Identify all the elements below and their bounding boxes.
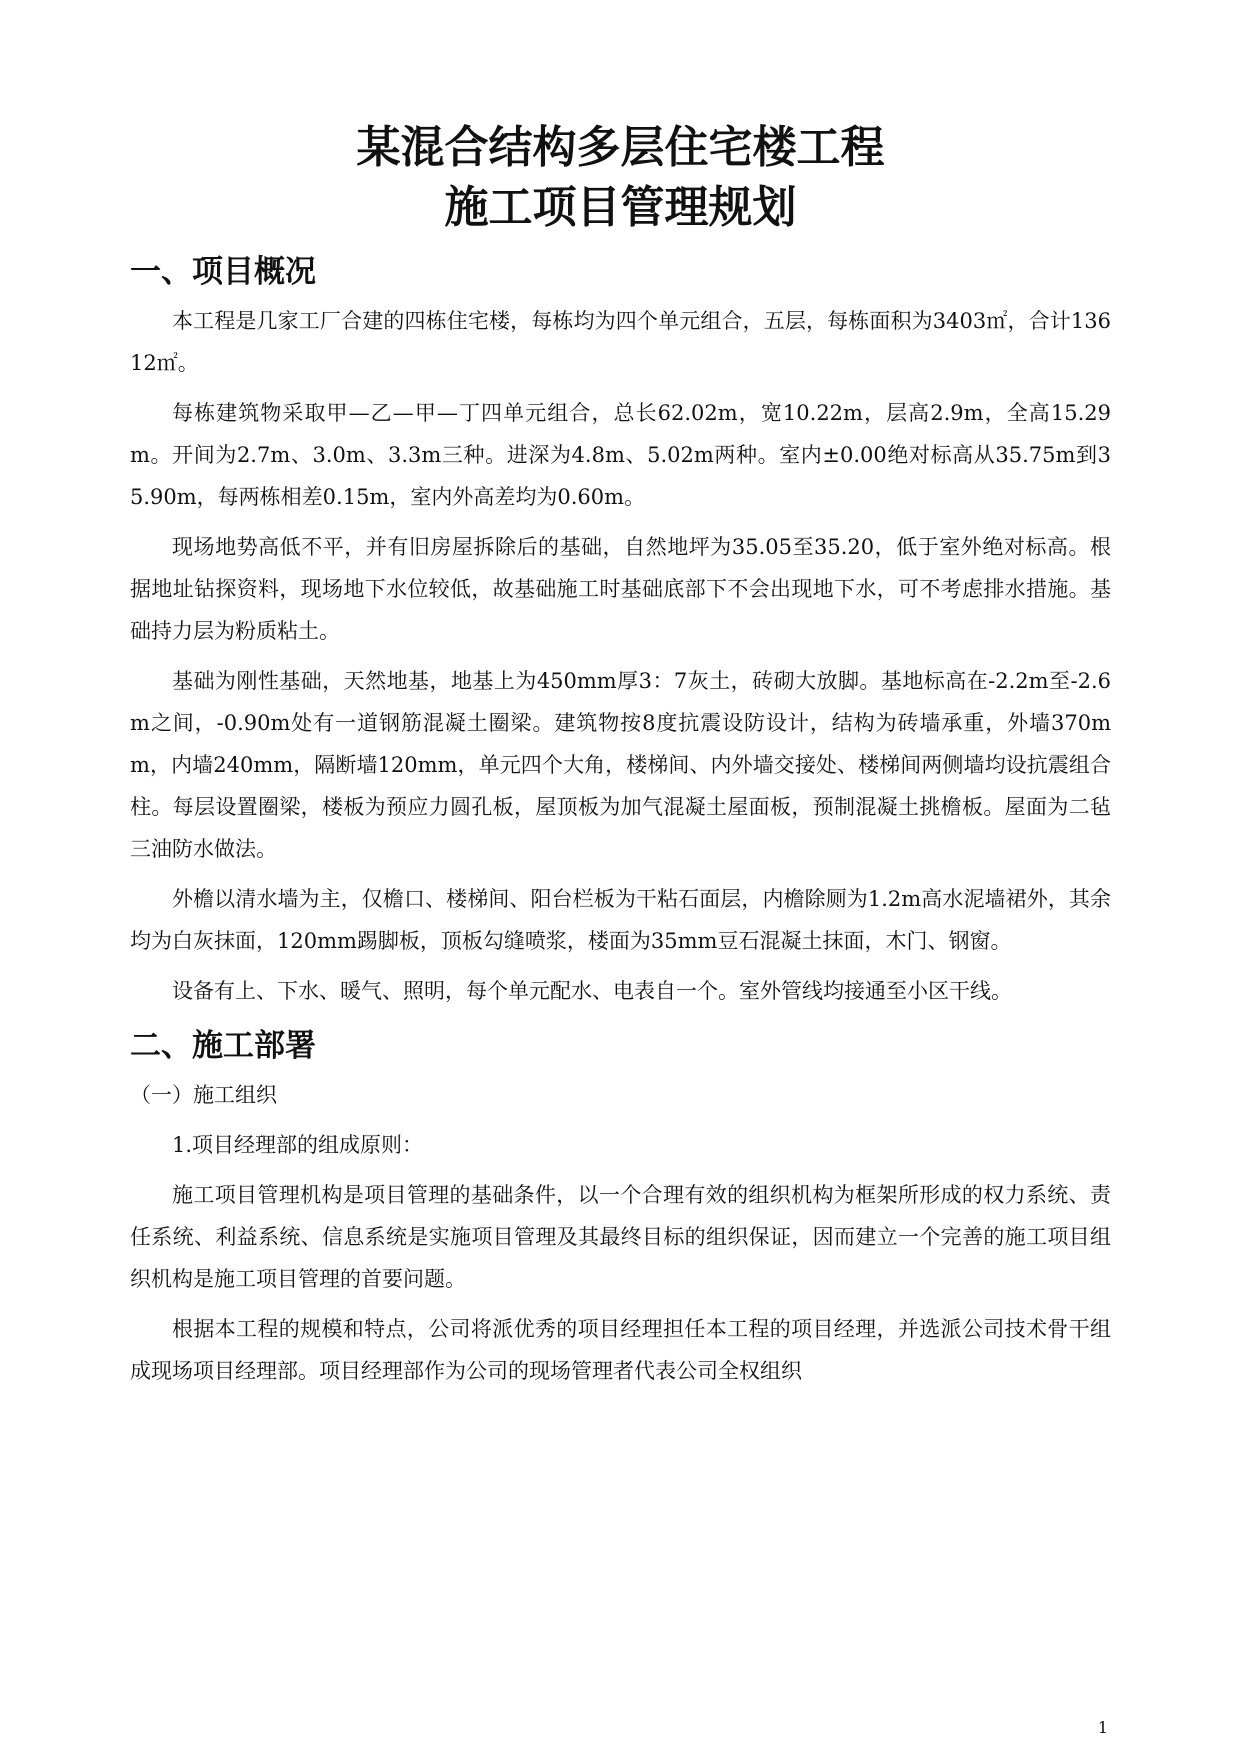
paragraph: 基础为刚性基础，天然地基，地基上为450mm厚3：7灰土，砖砌大放脚。基地标高在-2.2m至-2.6m之间，-0.90m处有一道钢筋混凝土圈梁。建筑物按8度抗震设防设计，结构为砖墙承重，外墙370mm，内墙240mm，隔断墙120mm，单元四个大角，楼梯间、内外墙交接处、楼梯间两侧墙均设抗震组合柱。每层设置圈梁，楼板为预应力圆孔板，屋顶板为加气混凝土屋面板，预制混凝土挑檐板。屋面为二毡三油防水做法。 bbox=[130, 669, 1111, 861]
paragraph: 每栋建筑物采取甲—乙—甲—丁四单元组合，总长62.02m，宽10.22m，层高2.9m，全高15.29m。开间为2.7m、3.0m、3.3m三种。进深为4.8m、5.02m两种。室内±0.00绝对标高从35.75m到35.90m，每两栋相差0.15m，室内外高差均为0.60m。 bbox=[130, 401, 1111, 509]
section-heading: 一、项目概况 bbox=[130, 254, 316, 290]
paragraph: 设备有上、下水、暖气、照明，每个单元配水、电表自一个。室外管线均接通至小区干线。 bbox=[172, 979, 1012, 1003]
section-construction-deployment bbox=[130, 1024, 1111, 1392]
paragraph: 本工程是几家工厂合建的四栋住宅楼，每栋均为四个单元组合，五层，每栋面积为3403㎡，合计13612㎡。 bbox=[130, 309, 1111, 375]
section-heading: 二、施工部署 bbox=[130, 1028, 316, 1064]
paragraph: 现场地势高低不平，并有旧房屋拆除后的基础，自然地坪为35.05至35.20，低于室外绝对标高。根据地址钻探资料，现场地下水位较低，故基础施工时基础底部下不会出现地下水，可不考虑排水措施。基础持力层为粉质粘土。 bbox=[130, 535, 1111, 643]
paragraph: 根据本工程的规模和特点，公司将派优秀的项目经理担任本工程的项目经理，并选派公司技术骨干组成现场项目经理部。项目经理部作为公司的现场管理者代表公司全权组织 bbox=[130, 1317, 1111, 1383]
document-title-line-2: 施工项目管理规划 bbox=[444, 182, 797, 233]
item-title: 1.项目经理部的组成原则： bbox=[172, 1133, 424, 1157]
page-number: 1 bbox=[1097, 1718, 1108, 1737]
paragraph: 施工项目管理机构是项目管理的基础条件，以一个合理有效的组织机构为框架所形成的权力系统、责任系统、利益系统、信息系统是实施项目管理及其最终目标的组织保证，因而建立一个完善的施工项目组织机构是施工项目管理的首要问题。 bbox=[130, 1183, 1111, 1291]
paragraph: 外檐以清水墙为主，仅檐口、楼梯间、阳台栏板为干粘石面层，内檐除厕为1.2m高水泥墙裙外，其余均为白灰抹面，120mm踢脚板，顶板勾缝喷浆，楼面为35mm豆石混凝土抹面，木门、钢窗。 bbox=[130, 887, 1111, 953]
section-project-overview bbox=[130, 250, 1111, 1012]
document-title-line-1: 某混合结构多层住宅楼工程 bbox=[356, 122, 885, 173]
subsection-heading: （一）施工组织 bbox=[130, 1083, 277, 1107]
